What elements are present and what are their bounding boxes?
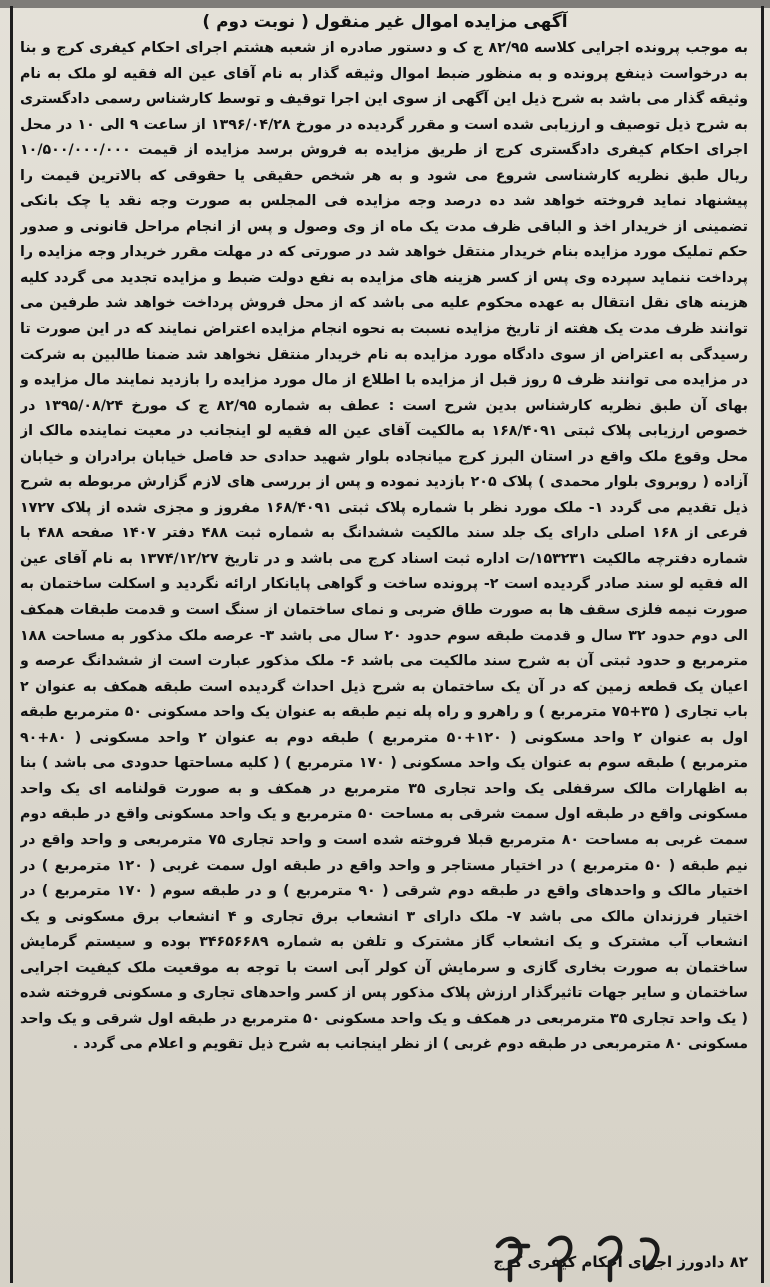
- notice-signature: ۸۲ دادورز اجرای احکام کیفری کرج: [493, 1253, 748, 1271]
- left-border-rule: [10, 6, 13, 1283]
- handwritten-number-mark: [480, 1226, 680, 1284]
- torn-top-edge: [0, 0, 770, 8]
- notice-body: به موجب پرونده اجرایی کلاسه ۸۲/۹۵ ج ک و دستور صادره از شعبه هشتم اجرای احکام کیفری کرج و بنا به درخواست ذینفع پرونده و به منظور ضبط اموال وثیقه گذار به نام آقای عین اله فقیه لو ملک به نام وثیقه گذار می باشد به شرح ذیل این آگهی از سوی این اجرا توقیف و توسط کارشناس رسمی دادگستری به شرح ذیل توصیف و ارزیابی شده است و مقرر گردیده در مورخ ۱۳۹۶/۰۴/۲۸ از ساعت ۹ الی ۱۰ در محل اجرای احکام کیفری دادگستری کرج از طریق مزایده به فروش برسد مزایده از قیمت ۱۰/۵۰۰/۰۰۰/۰۰۰ ریال طبق نظریه کارشناسی شروع می شود و به هر شخص حقیقی یا حقوقی که بالاترین قیمت را پیشنهاد نماید فروخته خواهد شد ده درصد وجه مزایده فی المجلس به صورت وجه نقد یا چک بانکی تضمینی از خریدار اخذ و الباقی ظرف مدت یک ماه از وی وصول و پس از انجام مراحل قانونی و صدور حکم تملیک مورد مزایده بنام خریدار منتقل خواهد شد در صورتی که در مهلت مقرر خریدار وجه مزایده را پرداخت ننماید سپرده وی پس از کسر هزینه های مزایده به نفع دولت ضبط و مزایده تجدید می گردد کلیه هزینه های نقل انتقال به عهده محکوم علیه می باشد که از محل فروش پرداخت خواهد شد طرفین می توانند ظرف مدت یک هفته از تاریخ مزایده نسبت به نحوه انجام مزایده اعتراض نمایند که در این صورت تا رسیدگی به اعتراض از سوی دادگاه مورد مزایده به نام خریدار منتقل نخواهد شد ضمنا طالبین به شرکت در مزایده می توانند ظرف ۵ روز قبل از مزایده با اطلاع از مال مورد مزایده را بازدید نمایند مال مزایده و بهای آن طبق نظریه کارشناس بدین شرح است : عطف به شماره ۸۲/۹۵ ج ک مورخ ۱۳۹۵/۰۸/۲۴ در خصوص ارزیابی پلاک ثبتی ۱۶۸/۴۰۹۱ به مالکیت آقای عین اله فقیه لو اینجانب در معیت نماینده مالک از محل وقوع ملک واقع در استان البرز کرج میانجاده بلوار شهید حدادی حد فاصل خیابان برادران و خیابان آزاده ( روبروی بلوار محمدی ) پلاک ۲۰۵ بازدید نموده و پس از بررسی های لازم گزارش مربوطه به شرح ذیل تقدیم می گردد ۱- ملک مورد نظر با شماره پلاک ثبتی ۱۶۸/۴۰۹۱ مفروز و مجزی شده از پلاک ۱۷۲۷ فرعی از ۱۶۸ اصلی دارای یک جلد سند مالکیت ششدانگ به شماره ثبت ۴۸۸ دفتر ۱۴۰۷ صفحه ۴۸۸ با شماره دفترچه مالکیت ۱۵۳۲۳۱/ت اداره ثبت اسناد کرج می باشد و در تاریخ ۱۳۷۴/۱۲/۲۷ به نام آقای عین اله فقیه لو سند صادر گردیده است ۲- پرونده ساخت و گواهی پایانکار ارائه نگردید و اسکلت ساختمان به صورت نیمه فلزی سقف ها به صورت طاق ضربی و نمای ساختمان از سنگ است و قدمت طبقات همکف الی دوم حدود ۳۲ سال و قدمت طبقه سوم حدود ۲۰ سال می باشد ۳- عرصه ملک مذکور به مساحت ۱۸۸ مترمربع و حدود ثبتی آن به شرح سند مالکیت می باشد ۶- ملک مذکور عبارت است از ششدانگ عرصه و اعیان یک قطعه زمین که در آن یک ساختمان به شرح ذیل احداث گردیده است طبقه همکف به عنوان ۲ باب تجاری ( ۳۵+۷۵ مترمربع ) و راهرو و راه پله نیم طبقه به عنوان یک واحد مسکونی ۵۰ مترمربع طبقه اول به عنوان ۲ واحد مسکونی ( ۱۲۰+۵۰ مترمربع ) طبقه دوم به عنوان ۲ واحد مسکونی ( ۸۰+۹۰ مترمربع ) طبقه سوم به عنوان یک واحد مسکونی ( ۱۷۰ مترمربع ) ( کلیه مساحتها حدودی می باشد ) بنا به اظهارات مالک سرقفلی یک واحد تجاری ۳۵ مترمربع در همکف و به صورت قولنامه ای یک واحد مسکونی واقع در طبقه اول سمت شرقی به مساحت ۵۰ مترمربع و یک واحد مسکونی واقع در طبقه دوم سمت غربی به مساحت ۸۰ مترمربع قبلا فروخته شده است و واحد تجاری ۷۵ مترمربعی و واحد واقع در نیم طبقه ( ۵۰ مترمربع ) در اختیار مستاجر و واحد واقع در طبقه اول سمت غربی ( ۱۲۰ مترمربع ) در اختیار مالک و واحدهای واقع در طبقه دوم شرقی ( ۹۰ مترمربع ) و در طبقه سوم ( ۱۷۰ مترمربع ) در اختیار فرزندان مالک می باشد ۷- ملک دارای ۳ انشعاب برق تجاری و ۴ انشعاب برق مسکونی و یک انشعاب آب مشترک و یک انشعاب گاز مشترک و تلفن به شماره ۳۴۶۵۶۶۸۹ بوده و سیستم گرمایش ساختمان به صورت بخاری گازی و سرمایش آن کولر آبی است با توجه به موقعیت ملک کیفیت اجرایی ساختمان و سایر جهات تاثیرگذار ارزش پلاک مذکور پس از کسر واحدهای تجاری و مسکونی فروخته شده ( یک واحد تجاری ۳۵ مترمربعی در همکف و یک واحد مسکونی ۵۰ مترمربع در طبقه اول شرقی و یک واحد مسکونی ۸۰ مترمربعی در طبقه دوم غربی ) از نظر اینجانب به شرح ذیل تقویم و اعلام می گردد .: [20, 40, 748, 1053]
- notice-title: آگهی مزایده اموال غیر منقول ( نوبت دوم ): [202, 12, 568, 32]
- right-border-rule: [761, 6, 764, 1283]
